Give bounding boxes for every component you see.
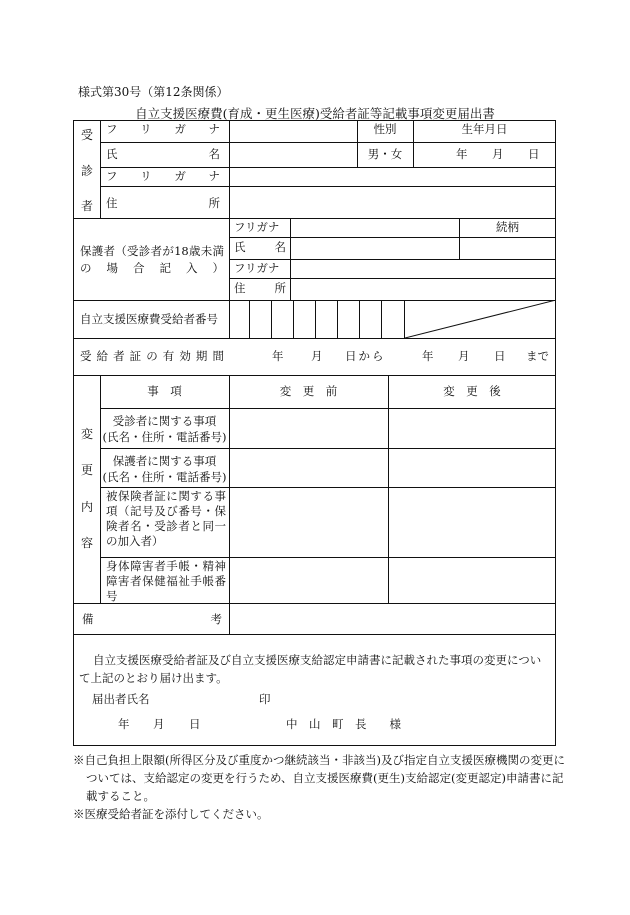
addressee: 中 山 町 長 様 [286,717,401,731]
patient-furigana-label-2: フ リ ガ ナ [106,169,220,183]
change-row-patient: 受診者に関する事項 (氏名・住所・電話番号) [102,414,227,445]
validity-from-day: 日から [345,349,386,363]
rule [73,375,556,376]
rule [73,634,556,635]
patient-furigana-label: フ リ ガ ナ [106,122,220,136]
rule [73,218,556,219]
validity-label: 受給者証の有効期間 [80,349,224,363]
rule [293,300,294,338]
validity-to-day: 日 [494,349,506,363]
patient-group-label: 受 診 者 [80,128,93,213]
filing-month-unit: 月 [153,717,165,731]
change-row-guardian: 保護者に関する事項 (氏名・住所・電話番号) [102,454,227,485]
changes-group-label: 変 更 内 容 [80,427,93,550]
rule [229,218,230,300]
rule [359,300,360,338]
diagonal-strike [405,300,556,338]
rule [315,300,316,338]
validity-until: まで [526,349,549,363]
before-header: 変 更 前 [279,384,338,398]
guardian-furigana-label-2: フリガナ [234,261,280,275]
validity-to-month: 月 [458,349,470,363]
rule [229,375,230,634]
change-row-disability-booklet: 身体障害者手帳・精神障害者保健福祉手帳番号 [106,559,226,603]
rule [229,259,556,260]
rule [100,557,556,558]
validity-from-month: 月 [311,349,323,363]
dob-year-unit: 年 [456,147,468,161]
patient-name-label: 氏 名 [106,147,220,161]
rule [337,300,338,338]
rule [271,300,272,338]
dob-header: 生年月日 [461,122,508,136]
guardian-furigana-label: フリガナ [234,220,280,234]
rule [100,167,556,168]
declaration-text: 自立支援医療受給者証及び自立支援医療支給認定申請書に記載された事項の変更について上記のとおり届け出ます。 [79,653,542,685]
validity-to-year: 年 [422,349,434,363]
guardian-label: 保護者（受診者が18歳未満の場合記入） [80,244,224,275]
rule [100,487,556,488]
guardian-name-label: 氏 名 [234,240,286,254]
note-1: ※自己負担上限額(所得区分及び重度かつ継続該当・非該当)及び指定自立支援医療機関の変更については、支給認定の変更を行うため、自立支援医療費(更生)支給認定(変更認定)申請書に記載すること。 [73,753,565,803]
rule [100,408,556,409]
change-row-insurance: 被保険者証に関する事項（記号及び番号・保険者名・受診者と同一の加入者） [106,489,226,548]
rule [100,186,556,187]
filing-day-unit: 日 [189,717,201,731]
rule [249,300,250,338]
filing-year-unit: 年 [118,717,130,731]
patient-address-label: 住 所 [106,196,220,210]
recipient-number-label: 自立支援医療費受給者番号 [80,312,218,326]
rule [100,448,556,449]
dob-month-unit: 月 [492,147,504,161]
form-number: 様式第30号（第12条関係） [78,85,229,99]
rule [381,300,382,338]
filer-name-label: 届出者氏名 [92,692,150,706]
sex-value: 男・女 [367,147,403,161]
after-header: 変 更 後 [443,384,501,398]
rule [100,375,101,603]
dob-day-unit: 日 [528,147,540,161]
item-header: 事 項 [147,384,182,398]
rule [290,218,291,300]
seal-mark: 印 [259,692,271,706]
guardian-address-label: 住 所 [234,281,286,295]
relation-header: 続柄 [496,220,519,234]
rule [100,142,556,143]
rule [229,278,556,279]
validity-from-year: 年 [272,349,284,363]
rule [229,300,230,338]
sex-header: 性別 [373,122,397,136]
document-title: 自立支援医療費(育成・更生医療)受給者証等記載事項変更届出書 [135,106,495,121]
rule [73,338,556,339]
rule [100,120,101,218]
remarks-label: 備 考 [82,612,222,626]
rule [229,120,230,218]
rule [229,237,556,238]
rule [388,375,389,603]
note-2: ※医療受給者証を添付してください。 [73,807,269,821]
